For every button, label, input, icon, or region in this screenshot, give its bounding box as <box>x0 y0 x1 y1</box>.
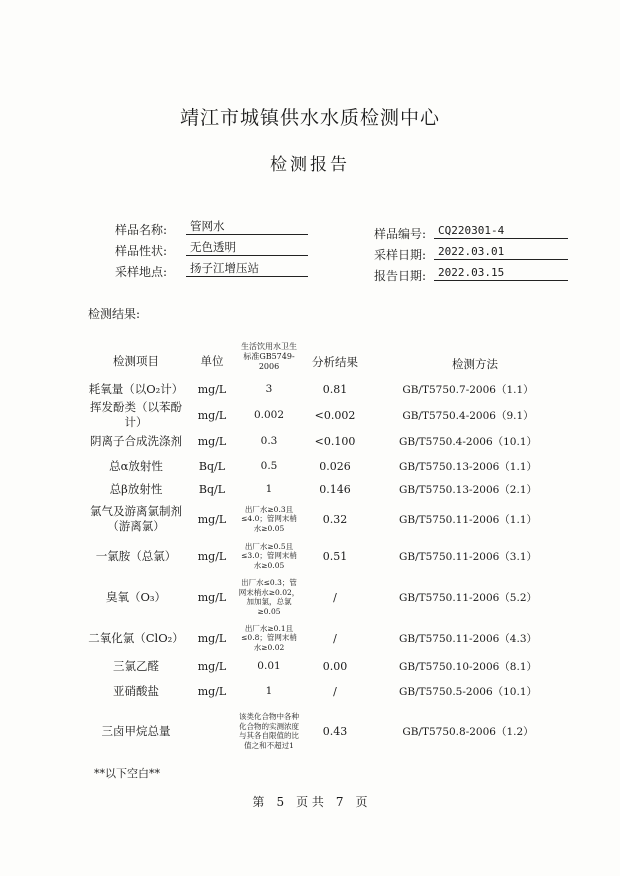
row-item: 耗氧量（以O₂计） <box>88 381 184 396</box>
row-standard: 出厂水≤0.3；管网末梢水≥0.02，加加氯，总氯≥0.05 <box>238 578 300 616</box>
table-row <box>0 433 620 449</box>
end-note: **以下空白** <box>94 767 160 780</box>
row-result: 0.81 <box>322 382 348 396</box>
row-method: GB/T5750.11-2006（4.3） <box>398 632 538 645</box>
row-result: <0.100 <box>314 434 356 448</box>
row-result: 0.00 <box>322 659 348 673</box>
row-unit: mg/L <box>197 549 227 563</box>
header-unit: 单位 <box>200 354 224 368</box>
sampling-location-label: 采样地点: <box>115 265 168 279</box>
row-unit: mg/L <box>197 631 227 645</box>
row-standard: 出厂水≥0.3且≤4.0；管网末梢水≥0.05 <box>241 504 297 533</box>
sample-name-label: 样品名称: <box>115 223 168 237</box>
footer-suffix: 页 <box>355 795 368 809</box>
row-result: 0.026 <box>319 459 351 473</box>
row-method: GB/T5750.11-2006（3.1） <box>398 550 538 563</box>
header-standard: 生活饮用水卫生标准GB5749-2006 <box>241 342 297 371</box>
row-result: 0.146 <box>319 482 351 496</box>
report-date-value: 2022.03.15 <box>434 265 568 281</box>
sample-property-label: 样品性状: <box>115 244 168 258</box>
table-row <box>0 683 620 699</box>
row-standard: 0.3 <box>260 435 278 447</box>
table-row <box>0 540 620 572</box>
row-item: 总β放射性 <box>109 481 163 496</box>
row-method: GB/T5750.5-2006（10.1） <box>398 685 538 698</box>
row-item: 亚硝酸盐 <box>113 683 159 698</box>
table-row <box>0 658 620 674</box>
row-method: GB/T5750.7-2006（1.1） <box>402 383 534 396</box>
row-standard: 1 <box>265 483 273 495</box>
row-unit: mg/L <box>197 512 227 526</box>
row-method: GB/T5750.13-2006（2.1） <box>398 483 538 496</box>
row-item: 总α放射性 <box>109 458 163 473</box>
header-result: 分析结果 <box>312 355 358 369</box>
row-item: 氯气及游离氯制剂（游离氯） <box>90 504 182 533</box>
row-item: 二氧化氯（ClO₂） <box>88 630 184 645</box>
row-result: 0.51 <box>322 549 348 563</box>
row-item: 挥发酚类（以苯酚计） <box>90 400 182 429</box>
row-method: GB/T5750.4-2006（10.1） <box>398 435 538 448</box>
footer-mid: 页 共 <box>296 795 324 809</box>
table-row <box>0 703 620 759</box>
row-item: 阴离子合成洗涤剂 <box>90 433 182 448</box>
row-standard: 1 <box>265 685 273 697</box>
footer-prefix: 第 <box>252 795 265 809</box>
header-method: 检测方法 <box>452 357 498 371</box>
row-standard: 0.5 <box>260 460 278 472</box>
row-standard: 出厂水≥0.1且≤0.8；管网末梢水≥0.02 <box>241 623 297 652</box>
row-unit: mg/L <box>197 684 227 698</box>
table-row <box>0 502 620 536</box>
page-footer <box>0 793 620 810</box>
sample-id-value: CQ220301-4 <box>434 223 568 239</box>
row-method: GB/T5750.4-2006（9.1） <box>402 409 534 422</box>
footer-page: 5 <box>276 795 285 809</box>
organization-name: 靖江市城镇供水水质检测中心 <box>179 107 440 129</box>
row-standard: 0.002 <box>253 409 285 421</box>
row-unit <box>190 703 234 759</box>
row-unit: mg/L <box>197 659 227 673</box>
row-standard: 0.01 <box>257 660 281 672</box>
row-item: 一氯胺（总氯） <box>95 548 177 563</box>
sample-name-value: 管网水 <box>186 219 308 235</box>
row-unit: mg/L <box>197 590 227 604</box>
row-unit: mg/L <box>197 382 227 396</box>
row-method: GB/T5750.11-2006（1.1） <box>398 513 538 526</box>
footer-total: 7 <box>335 795 344 809</box>
row-unit: Bq/L <box>198 482 226 496</box>
row-result: / <box>333 590 337 604</box>
sample-id-label: 样品编号: <box>374 227 427 241</box>
table-row <box>0 381 620 397</box>
row-method: GB/T5750.10-2006（8.1） <box>398 660 538 673</box>
table-row <box>0 481 620 497</box>
row-result: / <box>333 684 337 698</box>
row-method: GB/T5750.13-2006（1.1） <box>398 460 538 473</box>
table-row <box>0 622 620 654</box>
row-item: 三卤甲烷总量 <box>101 723 171 738</box>
sampling-date-label: 采样日期: <box>374 248 427 262</box>
report-date-label: 报告日期: <box>374 269 427 283</box>
row-standard: 3 <box>265 383 273 395</box>
table-row <box>0 576 620 618</box>
sample-property-value: 无色透明 <box>186 240 308 256</box>
sampling-location-value: 扬子江增压站 <box>186 261 308 277</box>
row-method: GB/T5750.8-2006（1.2） <box>402 725 534 738</box>
table-row <box>0 400 620 430</box>
row-item: 三氯乙醛 <box>113 658 159 673</box>
header-item: 检测项目 <box>113 354 159 368</box>
row-item: 臭氧（O₃） <box>105 589 167 604</box>
table-row <box>0 458 620 474</box>
sampling-date-value: 2022.03.01 <box>434 244 568 260</box>
row-unit: mg/L <box>197 408 227 422</box>
row-method: GB/T5750.11-2006（5.2） <box>398 591 538 604</box>
row-standard: 出厂水≥0.5且≤3.0；管网末梢水≥0.05 <box>241 541 297 570</box>
row-unit: mg/L <box>197 434 227 448</box>
row-unit: Bq/L <box>198 459 226 473</box>
row-result: 0.32 <box>322 512 348 526</box>
row-result: 0.43 <box>322 724 348 738</box>
results-label: 检测结果: <box>88 307 141 321</box>
report-title: 检测报告 <box>270 155 350 175</box>
row-result: <0.002 <box>314 408 356 422</box>
row-result: / <box>333 631 337 645</box>
row-standard: 该类化合物中各种化合物的实测浓度与其各自限值的比值之和不超过1 <box>239 712 299 750</box>
